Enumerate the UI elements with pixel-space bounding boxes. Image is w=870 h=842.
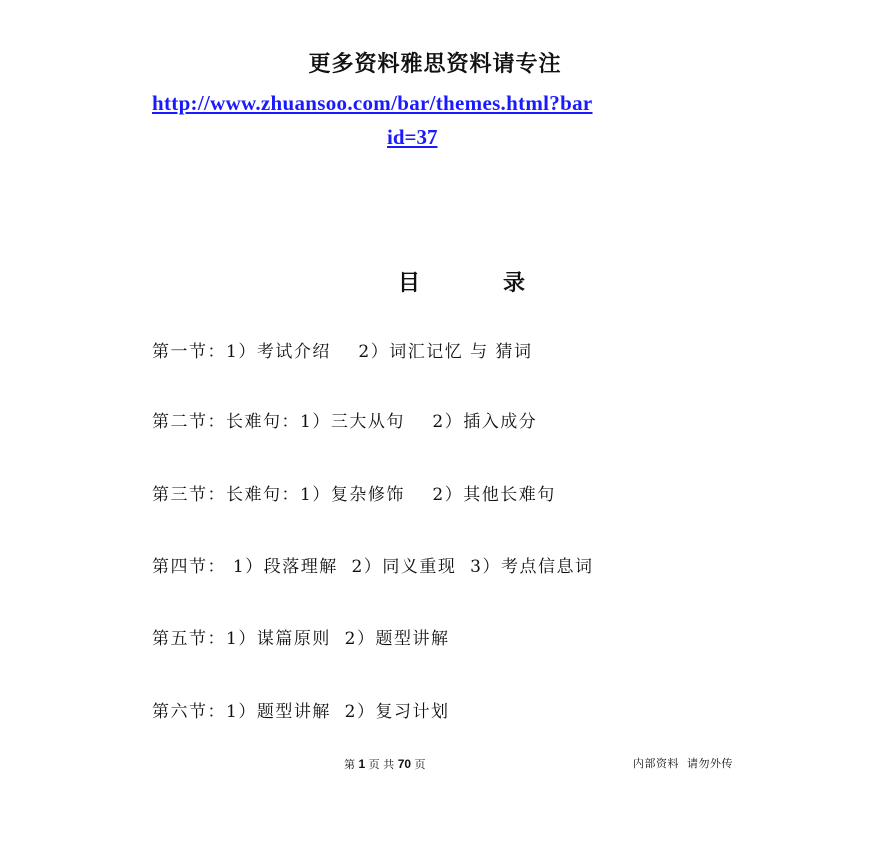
page-number-total: 70	[397, 757, 412, 771]
toc-entry-section-1: 第一节：1）考试介绍 2）词汇记忆 与 猜词	[152, 342, 533, 362]
page-number-prefix: 第	[344, 758, 359, 771]
website-link-continued[interactable]: id=37	[387, 125, 438, 149]
toc-heading-char-2: 录	[503, 271, 526, 296]
toc-entry-section-5: 第五节：1）谋篇原则 2）题型讲解	[152, 629, 450, 649]
toc-heading-char-1: 目	[398, 271, 421, 296]
toc-entry-section-2: 第二节：长难句：1）三大从句 2）插入成分	[152, 412, 538, 432]
page-title: 更多资料雅思资料请专注	[308, 52, 562, 77]
page-number-suffix: 页	[411, 758, 426, 771]
toc-entry-section-4: 第四节： 1）段落理解 2）同义重现 3）考点信息词	[152, 557, 594, 577]
page-number-middle: 页 共	[365, 758, 398, 771]
toc-entry-section-6: 第六节：1）题型讲解 2）复习计划	[152, 702, 450, 722]
website-link[interactable]: http://www.zhuansoo.com/bar/themes.html?bar	[152, 91, 593, 115]
internal-notice: 内部资料 请勿外传	[633, 757, 733, 770]
page-number	[344, 757, 426, 772]
page-number-current: 1	[358, 757, 366, 771]
toc-entry-section-3: 第三节：长难句：1）复杂修饰 2）其他长难句	[152, 485, 556, 505]
toc-heading	[0, 266, 870, 296]
